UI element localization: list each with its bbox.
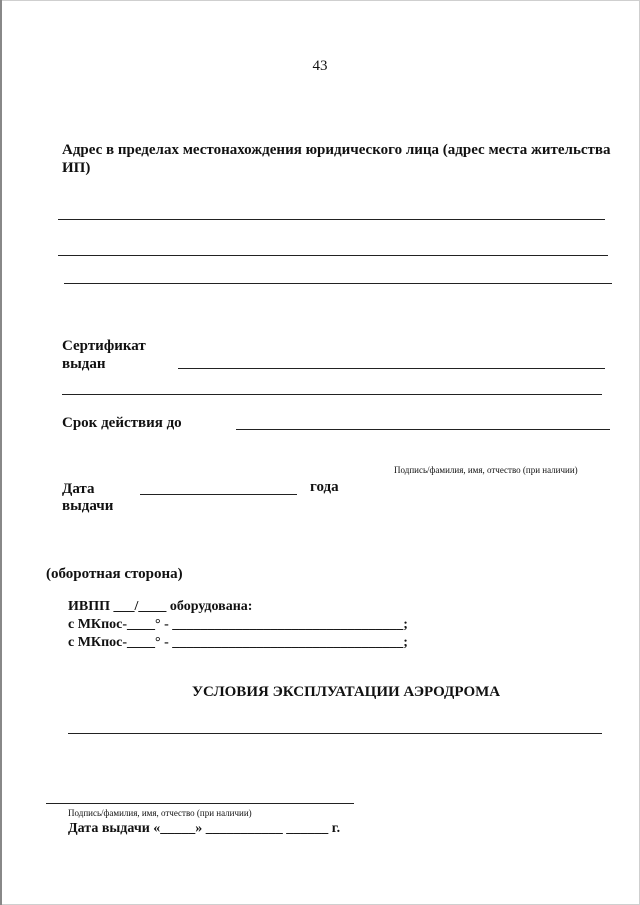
certificate-issuer-line-1 [178, 368, 605, 369]
mkpos-line-2: с МКпос-____° - _________________________________; [68, 635, 408, 650]
footer-signature-caption: Подпись/фамилия, имя, отчество (при наличии) [68, 808, 252, 818]
scan-edge [0, 0, 2, 905]
certificate-label-line1: Сертификат [62, 338, 146, 354]
address-line-2 [58, 255, 608, 256]
footer-issue-date: Дата выдачи «_____» ___________ ______ г. [68, 821, 341, 836]
certificate-issuer-line-2 [62, 394, 602, 395]
signature-caption: Подпись/фамилия, имя, отчество (при наличии) [394, 465, 578, 475]
issue-date-label-line1: Дата [62, 481, 95, 497]
address-label-line2: ИП) [62, 160, 91, 176]
address-line-1 [58, 219, 605, 220]
issue-date-line [140, 494, 297, 495]
mkpos-line-1: с МКпос-____° - _________________________________; [68, 617, 408, 632]
address-line-3 [64, 283, 612, 284]
certificate-label-line2: выдан [62, 356, 106, 372]
conditions-title: УСЛОВИЯ ЭКСПЛУАТАЦИИ АЭРОДРОМА [192, 684, 501, 700]
validity-label: Срок действия до [62, 415, 182, 431]
reverse-side-heading: (оборотная сторона) [46, 566, 183, 582]
address-label-line1: Адрес в пределах местонахождения юридического лица (адрес места жительства [62, 142, 611, 158]
validity-date-line [236, 429, 610, 430]
issue-date-label-line2: выдачи [62, 498, 114, 514]
footer-signature-line [46, 803, 354, 804]
conditions-line [68, 733, 602, 734]
issue-year-label: года [310, 479, 339, 495]
ivpp-label: ИВПП ___/____ оборудована: [68, 599, 253, 614]
page-number: 43 [312, 58, 328, 74]
